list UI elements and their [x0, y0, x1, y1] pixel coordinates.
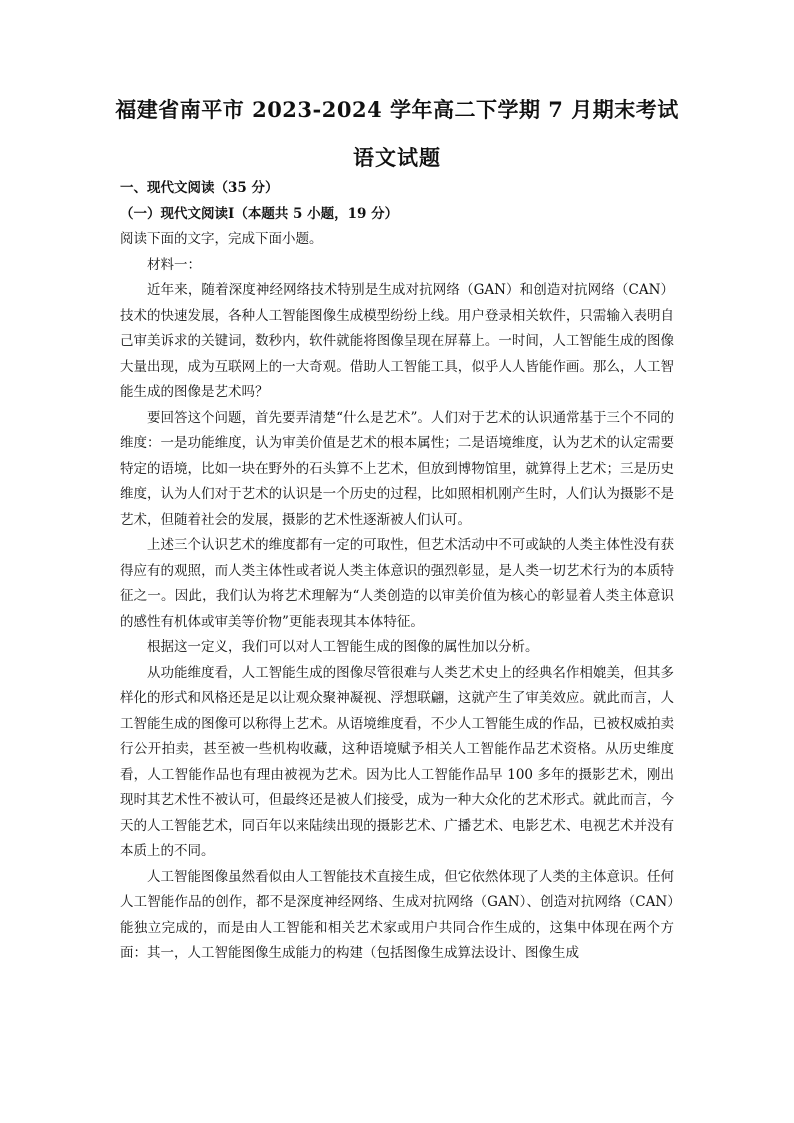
paragraph-5: 从功能维度看，人工智能生成的图像尽管很难与人类艺术史上的经典名作相媲美，但其多样化的形式和风格还是足以让观众聚神凝视、浮想联翩，这就产生了审美效应。就此而言，人工智能生成的图像可以称得上艺术。从语境维度看，不少人工智能生成的作品，已被权威拍卖行公开拍卖，甚至被一些机构收藏，这种语境赋予相关人工智能作品艺术资格。从历史维度看，人工智能作品也有理由被视为艺术。因为比人工智能作品早 100 多年的摄影艺术，刚出现时其艺术性不被认可，但最终还是被人们接受，成为一种大众化的艺术形式。就此而言，今天的人工智能艺术，同百年以来陆续出现的摄影艺术、广播艺术、电影艺术、电视艺术并没有本质上的不同。 — [120, 664, 674, 859]
paragraph-4: 根据这一定义，我们可以对人工智能生成的图像的属性加以分析。 — [147, 639, 539, 655]
reading-instruction: 阅读下面的文字，完成下面小题。 — [120, 231, 323, 247]
exam-subtitle: 语文试题 — [353, 145, 441, 170]
material-label: 材料一： — [147, 256, 201, 273]
paragraph-6: 人工智能图像虽然看似由人工智能技术直接生成，但它依然体现了人类的主体意识。任何人工智能作品的创作，都不是深度神经网络、生成对抗网络（GAN）、创造对抗网络（CAN）能独立完成的，而是由人工智能和相关艺术家或用户共同合作生成的，这集中体现在两个方面：其一，人工智能图像生成能力的构建（包括图像生成算法设计、图像生成 — [120, 868, 674, 961]
section-heading: 一、现代文阅读（35 分） — [120, 180, 279, 196]
subsection-heading: （一）现代文阅读Ⅰ（本题共 5 小题，19 分） — [120, 205, 399, 222]
exam-title: 福建省南平市 2023-2024 学年高二下学期 7 月期末考试 — [115, 97, 679, 122]
exam-content — [120, 176, 674, 967]
paragraph-3: 上述三个认识艺术的维度都有一定的可取性，但艺术活动中不可或缺的人类主体性没有获得应有的观照，而人类主体性或者说人类主体意识的强烈彰显，是人类一切艺术行为的本质特征之一。因此，我们认为将艺术理解为“人类创造的以审美价值为核心的彰显着人类主体意识的感性有机体或审美等价物”更能表现其本体特征。 — [120, 537, 674, 630]
paragraph-2: 要回答这个问题，首先要弄清楚“什么是艺术”。人们对于艺术的认识通常基于三个不同的维度：一是功能维度，认为审美价值是艺术的根本属性；二是语境维度，认为艺术的认定需要特定的语境，比如一块在野外的石头算不上艺术，但放到博物馆里，就算得上艺术；三是历史维度，认为人们对于艺术的认识是一个历史的过程，比如照相机刚产生时，人们认为摄影不是艺术，但随着社会的发展，摄影的艺术性逐渐被人们认可。 — [120, 409, 674, 528]
paragraph-1: 近年来，随着深度神经网络技术特别是生成对抗网络（GAN）和创造对抗网络（CAN）技术的快速发展，各种人工智能图像生成模型纷纷上线。用户登录相关软件，只需输入表明自己审美诉求的关键词，数秒内，软件就能将图像呈现在屏幕上。一时间，人工智能生成的图像大量出现，成为互联网上的一大奇观。借助人工智能工具，似乎人人皆能作画。那么，人工智能生成的图像是艺术吗？ — [120, 282, 674, 400]
